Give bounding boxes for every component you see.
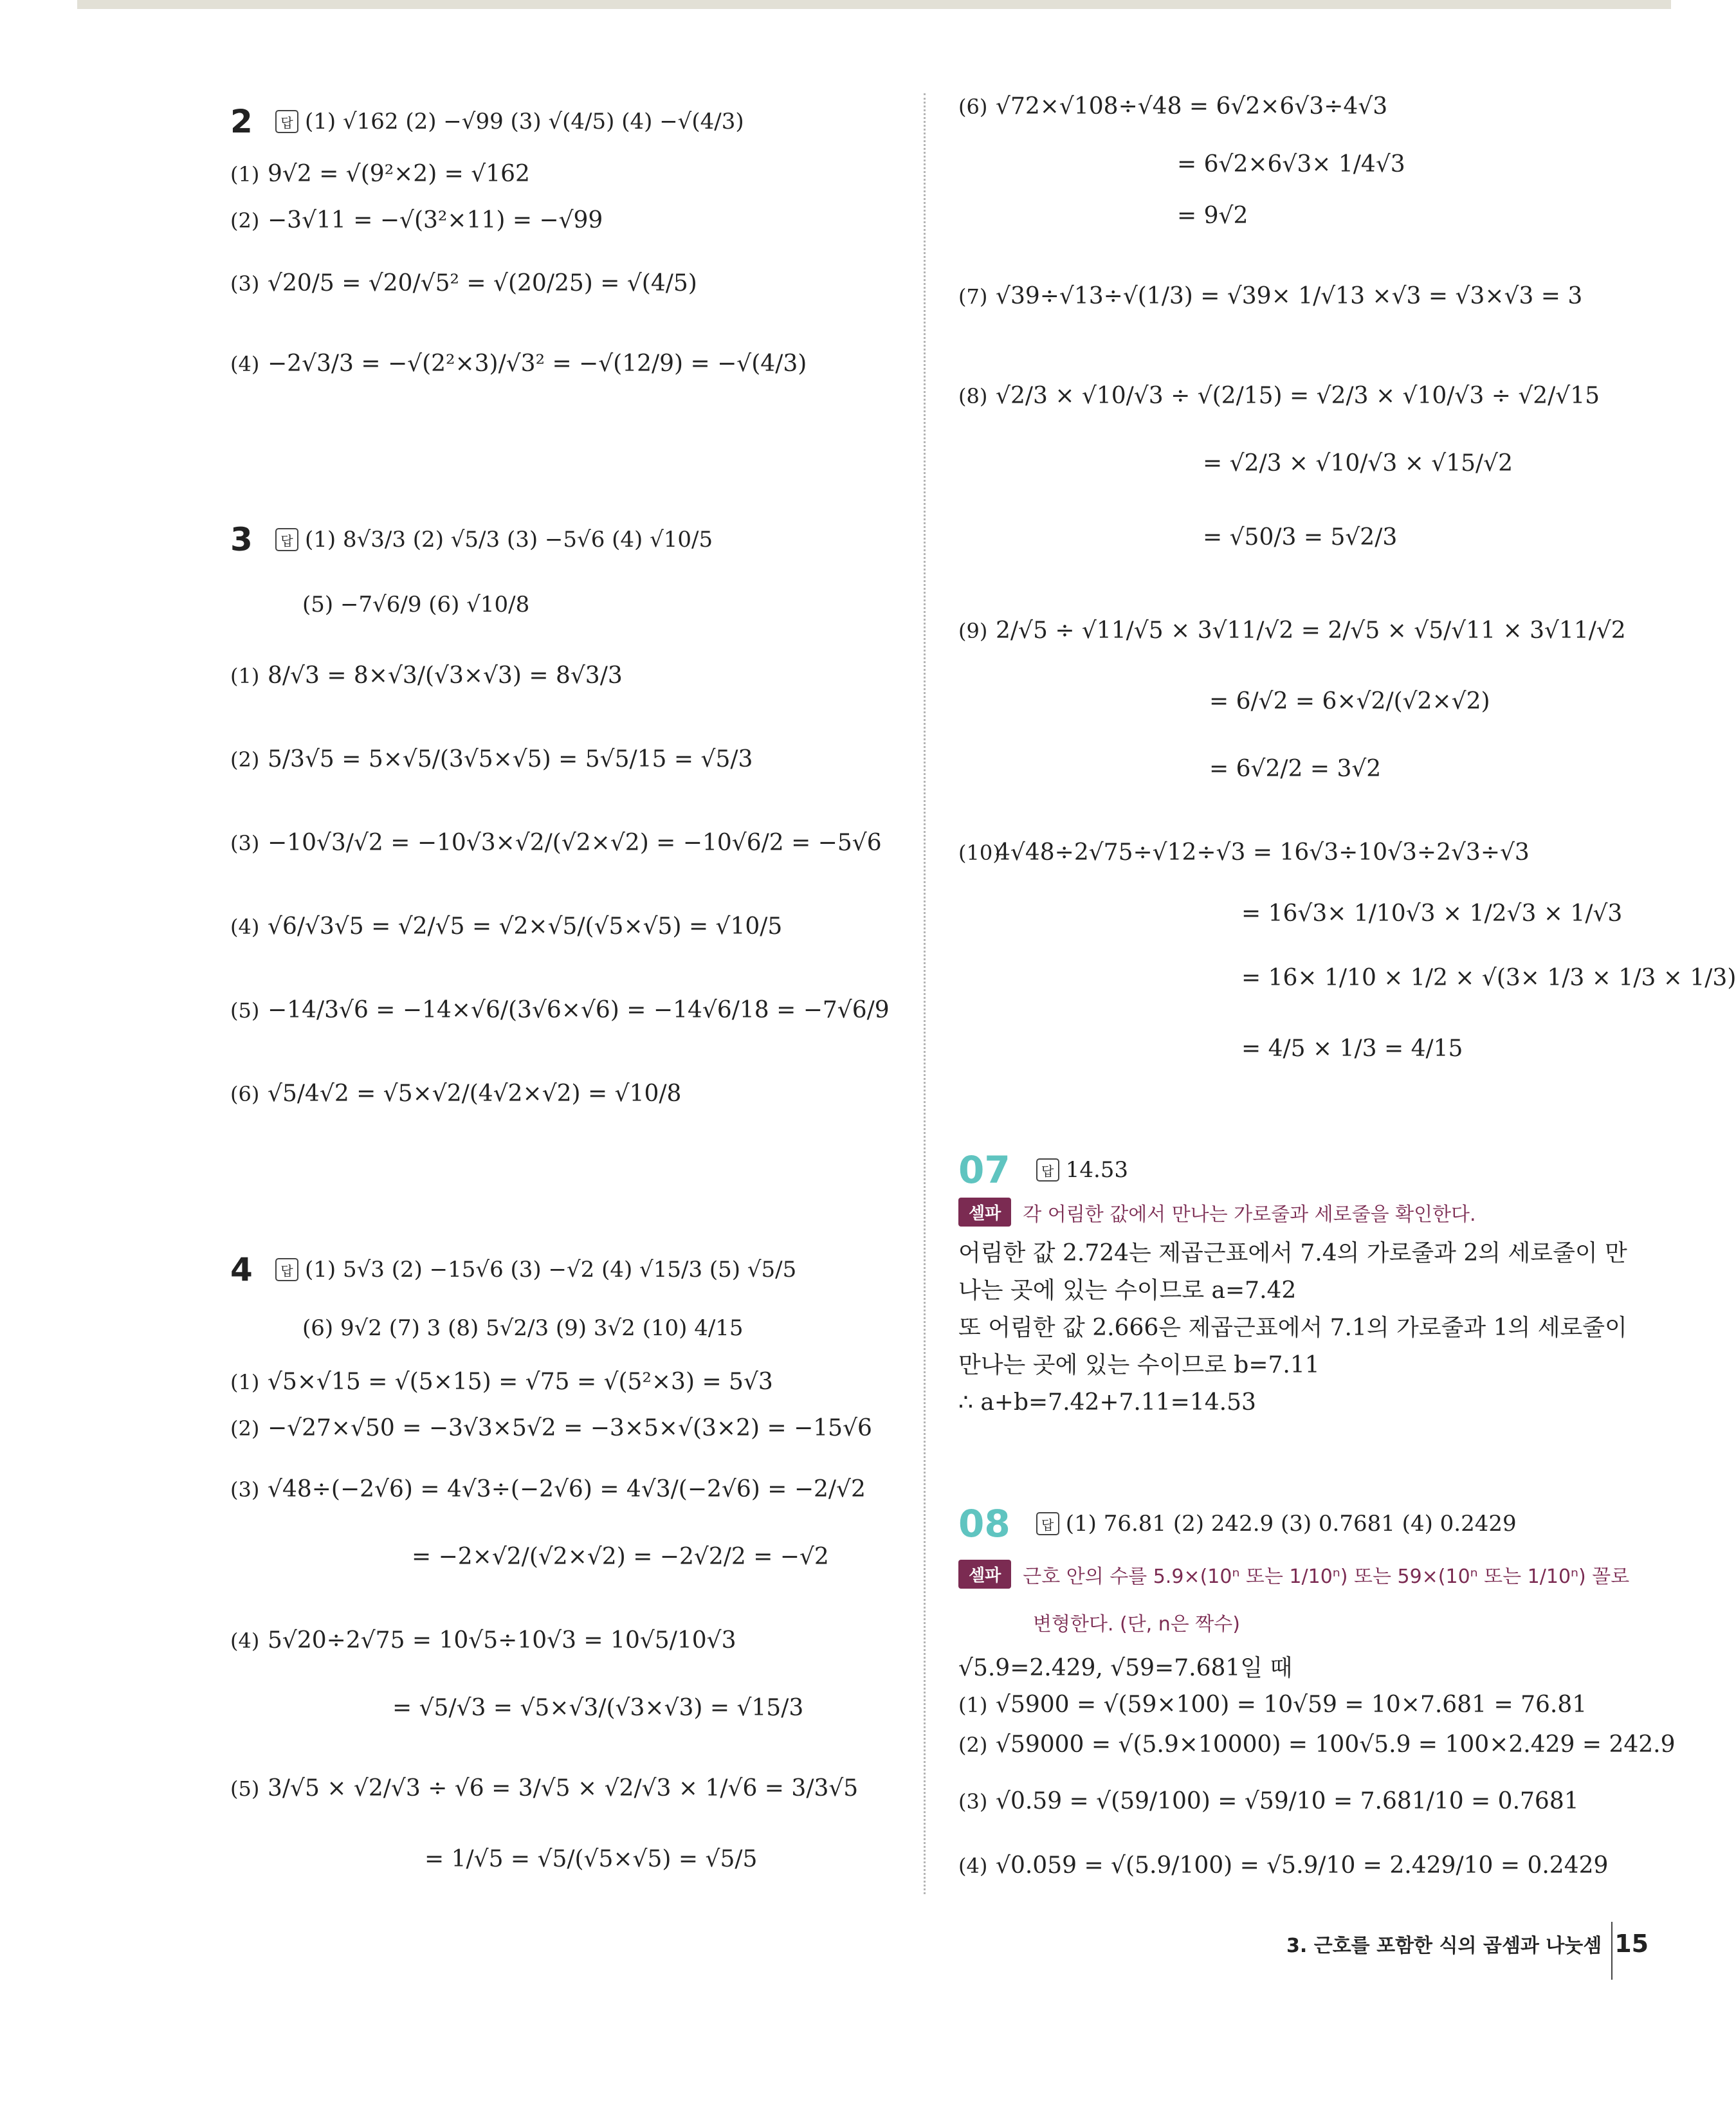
page-footer bbox=[1286, 1930, 1649, 1958]
step-math: √5/4√2 = √5×√2/(4√2×√2) = √10/8 bbox=[268, 1081, 682, 1107]
step-math: −10√3/√2 = −10√3×√2/(√2×√2) = −10√6/2 = −5√6 bbox=[268, 830, 882, 856]
step-math: = 6√2×6√3× 1/4√3 bbox=[1177, 151, 1405, 178]
answer-icon: 답 bbox=[1036, 1512, 1059, 1535]
step-math: 8/√3 = 8×√3/(√3×√3) = 8√3/3 bbox=[268, 662, 623, 689]
step-label: (3) bbox=[230, 271, 260, 296]
answer-icon: 답 bbox=[275, 110, 298, 133]
footer-rule bbox=[1611, 1922, 1613, 1980]
step-label: (3) bbox=[230, 1477, 260, 1502]
answer-line: (6) 9√2 (7) 3 (8) 5√2/3 (9) 3√2 (10) 4/15 bbox=[302, 1315, 744, 1341]
chapter-title: 3. 근호를 포함한 식의 곱셈과 나눗셈 bbox=[1286, 1935, 1602, 1957]
section-number: 07 bbox=[958, 1148, 1010, 1192]
tip-text: 각 어림한 값에서 만나는 가로줄과 세로줄을 확인한다. bbox=[1023, 1203, 1476, 1226]
step-math: 3/√5 × √2/√3 ÷ √6 = 3/√5 × √2/√3 × 1/√6 = 3/3√5 bbox=[268, 1775, 859, 1802]
step-math: √59000 = √(5.9×10000) = 100√5.9 = 100×2.429 = 242.9 bbox=[996, 1731, 1676, 1758]
step-label: (4) bbox=[230, 914, 260, 939]
answer-icon: 답 bbox=[275, 1258, 298, 1281]
step-label: (6) bbox=[230, 1081, 260, 1106]
step-math: −√27×√50 = −3√3×5√2 = −3×5×√(3×2) = −15√6 bbox=[268, 1415, 872, 1441]
step-math: −2√3/3 = −√(2²×3)/√3² = −√(12/9) = −√(4/3) bbox=[268, 351, 807, 377]
explanation-line: 또 어림한 값 2.666은 제곱근표에서 7.1의 가로줄과 1의 세로줄이 bbox=[958, 1315, 1627, 1341]
step-label: (3) bbox=[230, 830, 260, 855]
step-math: √2/3 × √10/√3 ÷ √(2/15) = √2/3 × √10/√3 ÷ √2/√15 bbox=[996, 383, 1600, 409]
step-label: (4) bbox=[230, 1628, 260, 1653]
step-math: √6/√3√5 = √2/√5 = √2×√5/(√5×√5) = √10/5 bbox=[268, 913, 783, 940]
answer-line: (1) 76.81 (2) 242.9 (3) 0.7681 (4) 0.2429 bbox=[1065, 1511, 1517, 1537]
step-label: (10) bbox=[958, 840, 1001, 865]
step-label: (5) bbox=[230, 998, 260, 1023]
step-label: (5) bbox=[230, 1776, 260, 1801]
step-label: (1) bbox=[230, 161, 260, 187]
step-math: √48÷(−2√6) = 4√3÷(−2√6) = 4√3/(−2√6) = −2/√2 bbox=[268, 1476, 866, 1502]
tip-text: 근호 안의 수를 5.9×(10ⁿ 또는 1/10ⁿ) 또는 59×(10ⁿ 또는 1/10ⁿ) 꼴로 bbox=[1023, 1565, 1630, 1588]
step-math: √20/5 = √20/√5² = √(20/25) = √(4/5) bbox=[268, 270, 697, 297]
tip-badge: 셀파 bbox=[958, 1198, 1011, 1227]
explanation bbox=[958, 1235, 1627, 1421]
explanation-line: 어림한 값 2.724는 제곱근표에서 7.4의 가로줄과 2의 세로줄이 만 bbox=[958, 1240, 1627, 1266]
explanation-line: 만나는 곳에 있는 수이므로 b=7.11 bbox=[958, 1352, 1320, 1378]
explanation-line: 나는 곳에 있는 수이므로 a=7.42 bbox=[958, 1277, 1297, 1304]
step-label: (1) bbox=[230, 1369, 260, 1394]
answer-line: (1) 5√3 (2) −15√6 (3) −√2 (4) √15/3 (5) √5/5 bbox=[305, 1257, 797, 1283]
answer-icon: 답 bbox=[1036, 1158, 1059, 1182]
step-math: √0.59 = √(59/100) = √59/10 = 7.681/10 = 0.7681 bbox=[996, 1788, 1579, 1814]
step-math: = −2×√2/(√2×√2) = −2√2/2 = −√2 bbox=[412, 1544, 829, 1570]
step-math: = 4/5 × 1/3 = 4/15 bbox=[1241, 1036, 1463, 1062]
step-math: = √5/√3 = √5×√3/(√3×√3) = √15/3 bbox=[392, 1695, 804, 1721]
step-math: √0.059 = √(5.9/100) = √5.9/10 = 2.429/10 = 0.2429 bbox=[996, 1852, 1609, 1879]
section-number: 08 bbox=[958, 1502, 1010, 1546]
step-label: (3) bbox=[958, 1789, 988, 1814]
step-label: (1) bbox=[230, 663, 260, 688]
step-label: (2) bbox=[958, 1732, 988, 1757]
answer-line: (5) −7√6/9 (6) √10/8 bbox=[302, 592, 530, 617]
step-math: = 1/√5 = √5/(√5×√5) = √5/5 bbox=[425, 1846, 758, 1872]
tip-text: 변형한다. (단, n은 짝수) bbox=[1033, 1613, 1240, 1636]
step-math: 9√2 = √(9²×2) = √162 bbox=[268, 161, 530, 187]
given-values: √5.9=2.429, √59=7.681일 때 bbox=[958, 1655, 1293, 1681]
step-math: = 6/√2 = 6×√2/(√2×√2) bbox=[1209, 688, 1490, 715]
step-label: (8) bbox=[958, 383, 988, 408]
problem-number: 2 bbox=[230, 103, 253, 140]
answer-line: 14.53 bbox=[1065, 1157, 1129, 1183]
step-math: 2/√5 ÷ √11/√5 × 3√11/√2 = 2/√5 × √5/√11 × 3√11/√2 bbox=[996, 617, 1626, 644]
step-math: √5×√15 = √(5×15) = √75 = √(5²×3) = 5√3 bbox=[268, 1369, 773, 1395]
problem-number: 3 bbox=[230, 521, 253, 558]
step-math: 5√20÷2√75 = 10√5÷10√3 = 10√5/10√3 bbox=[268, 1627, 736, 1654]
step-math: √39÷√13÷√(1/3) = √39× 1/√13 ×√3 = √3×√3 = 3 bbox=[996, 283, 1583, 309]
step-math: = √2/3 × √10/√3 × √15/√2 bbox=[1203, 450, 1513, 477]
step-label: (1) bbox=[958, 1692, 988, 1717]
step-label: (4) bbox=[958, 1853, 988, 1878]
column-divider bbox=[924, 93, 926, 1894]
step-math: = 16√3× 1/10√3 × 1/2√3 × 1/√3 bbox=[1241, 900, 1623, 927]
step-math: = 6√2/2 = 3√2 bbox=[1209, 756, 1382, 782]
step-label: (2) bbox=[230, 208, 260, 233]
top-bar bbox=[77, 0, 1671, 9]
answer-line: (1) √162 (2) −√99 (3) √(4/5) (4) −√(4/3) bbox=[305, 109, 744, 134]
tip-badge: 셀파 bbox=[958, 1560, 1011, 1589]
page-number: 15 bbox=[1614, 1930, 1649, 1958]
step-label: (6) bbox=[958, 94, 988, 119]
step-math: = 9√2 bbox=[1177, 203, 1248, 229]
step-label: (4) bbox=[230, 351, 260, 376]
step-math: −3√11 = −√(3²×11) = −√99 bbox=[268, 207, 603, 233]
step-math: √5900 = √(59×100) = 10√59 = 10×7.681 = 76.81 bbox=[996, 1692, 1587, 1718]
step-math: 5/3√5 = 5×√5/(3√5×√5) = 5√5/15 = √5/3 bbox=[268, 746, 753, 772]
step-label: (9) bbox=[958, 618, 988, 643]
step-label: (2) bbox=[230, 1416, 260, 1441]
step-math: = √50/3 = 5√2/3 bbox=[1203, 524, 1398, 551]
step-math: = 16× 1/10 × 1/2 × √(3× 1/3 × 1/3 × 1/3) bbox=[1241, 965, 1736, 991]
step-math: 4√48÷2√75÷√12÷√3 = 16√3÷10√3÷2√3÷√3 bbox=[996, 839, 1530, 866]
step-label: (7) bbox=[958, 284, 988, 309]
explanation-line: ∴ a+b=7.42+7.11=14.53 bbox=[958, 1389, 1256, 1416]
step-math: −14/3√6 = −14×√6/(3√6×√6) = −14√6/18 = −7√6/9 bbox=[268, 997, 890, 1023]
step-label: (2) bbox=[230, 747, 260, 772]
answer-line: (1) 8√3/3 (2) √5/3 (3) −5√6 (4) √10/5 bbox=[305, 527, 713, 552]
answer-icon: 답 bbox=[275, 528, 298, 551]
step-math: √72×√108÷√48 = 6√2×6√3÷4√3 bbox=[996, 93, 1388, 120]
problem-number: 4 bbox=[230, 1251, 253, 1288]
